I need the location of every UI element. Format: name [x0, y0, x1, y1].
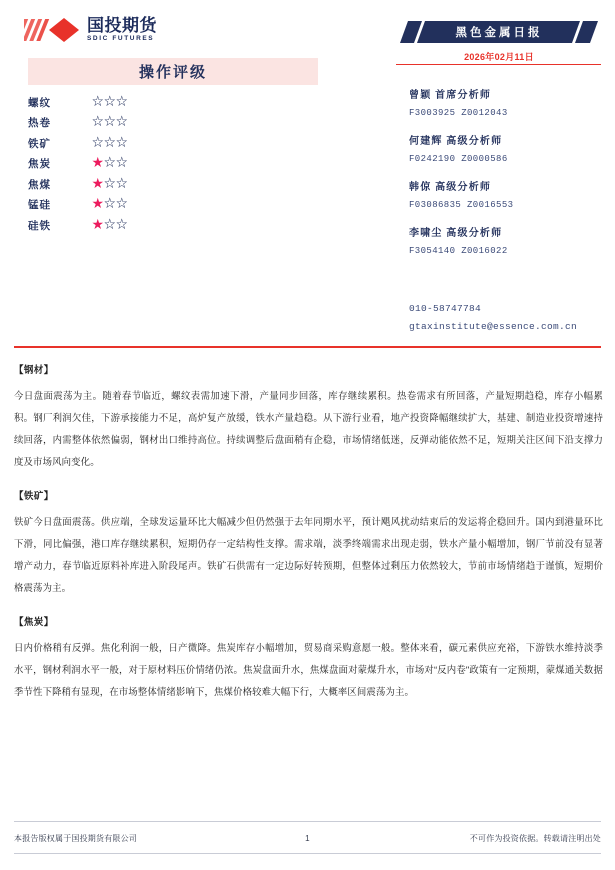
rating-commodity-name: 螺纹	[28, 97, 51, 109]
analyst-license-codes: F03086835 Z0016553	[409, 200, 514, 210]
rating-stars	[92, 220, 128, 232]
footer-page-number: 1	[305, 834, 310, 843]
report-title: 黑色金属日报	[455, 27, 543, 39]
report-date: 2026年02月11日	[464, 52, 534, 62]
footer-copyright: 本报告版权属于国投期货有限公司	[14, 834, 137, 843]
footer-divider-bottom	[14, 853, 601, 854]
star-empty-icon: ☆	[104, 198, 116, 210]
rating-row	[28, 195, 318, 216]
section-heading: 【焦炭】	[14, 617, 54, 628]
report-body	[14, 362, 603, 718]
star-empty-icon: ☆	[104, 177, 116, 190]
rating-stars	[92, 138, 128, 150]
logo-name-en: SDIC FUTURES	[87, 35, 155, 43]
star-empty-icon: ☆	[104, 157, 116, 169]
footer-disclaimer: 不可作为投资依据。转载请注明出处	[469, 834, 601, 843]
section-heading: 【铁矿】	[14, 491, 54, 502]
analyst-license-codes: F3054140 Z0016022	[409, 246, 508, 256]
star-filled-icon: ★	[92, 218, 104, 231]
logo-name-cn: 国投期货	[87, 16, 157, 36]
section-body-text: 日内价格稍有反弹。焦化利润一般，日产微降。焦炭库存小幅增加，贸易商采购意愿一般。整体来看，碳元素供应充裕，下游铁水维持淡季水平，钢材利润水平一般，对于原材料压价情绪仍浓。焦炭盘面升水，焦煤盘面对蒙煤升水，市场对“反内卷"政策有一定预期，蒙煤通关数据季节性下降稍有显现，在市场整体情绪影响下，焦煤价格较难大幅下行，大概率区间震荡为主。	[14, 642, 603, 697]
rating-commodity-name: 焦炭	[28, 159, 51, 171]
rating-stars	[92, 117, 128, 129]
star-empty-icon: ☆	[92, 116, 104, 128]
report-title-banner	[404, 21, 594, 43]
star-empty-icon: ☆	[104, 218, 116, 231]
star-empty-icon: ☆	[92, 136, 104, 149]
rating-row	[28, 133, 318, 154]
analyst-license-codes: F0242190 Z0000586	[409, 154, 508, 164]
report-header	[0, 0, 615, 345]
analyst-list	[409, 86, 609, 270]
star-filled-icon: ★	[92, 157, 104, 169]
star-empty-icon: ☆	[116, 116, 128, 128]
footer-divider-top	[14, 821, 601, 822]
rating-row	[28, 113, 318, 134]
report-section	[14, 488, 603, 599]
star-empty-icon: ☆	[116, 177, 128, 190]
star-empty-icon: ☆	[116, 198, 128, 210]
report-footer	[14, 833, 601, 844]
star-empty-icon: ☆	[104, 95, 116, 108]
analyst-name: 韩倞 高级分析师	[409, 182, 492, 193]
star-empty-icon: ☆	[116, 157, 128, 169]
star-filled-icon: ★	[92, 198, 104, 210]
rating-commodity-name: 锰硅	[28, 200, 51, 212]
sdic-diamond-logo-icon	[24, 17, 82, 43]
date-divider	[396, 64, 601, 65]
star-empty-icon: ☆	[104, 136, 116, 149]
header-divider	[14, 346, 601, 348]
rating-row	[28, 154, 318, 175]
analyst-name: 何建辉 高级分析师	[409, 136, 503, 147]
rating-row	[28, 174, 318, 195]
company-logo	[24, 17, 157, 43]
rating-panel-title: 操作评级	[138, 65, 207, 81]
rating-panel-header	[28, 58, 318, 85]
report-section	[14, 362, 603, 473]
contact-block	[409, 303, 614, 339]
star-empty-icon: ☆	[116, 136, 128, 149]
star-filled-icon: ★	[92, 177, 104, 190]
rating-stars	[92, 179, 128, 191]
rating-row	[28, 92, 318, 113]
analyst-name: 李啸尘 高级分析师	[409, 228, 503, 239]
section-body-text: 铁矿今日盘面震荡。供应端，全球发运量环比大幅减少但仍然强于去年同期水平，预计飓风扰动结束后的发运将企稳回升。国内到港量环比下滑，同比偏强，港口库存继续累积，短期仍存一定结构性支撑。需求端，淡季终端需求出现走弱，铁水产量小幅增加，钢厂节前没有显著增产动力，春节临近原料补库进入阶段尾声。铁矿石供需有一定边际好转预期，但整体过剩压力依然较大，节前市场情绪趋于谨慎，短期价格震荡为主。	[14, 516, 603, 593]
rating-commodity-name: 焦煤	[28, 179, 51, 191]
rating-list	[28, 92, 318, 236]
rating-commodity-name: 热卷	[28, 118, 51, 130]
contact-phone: 010-58747784	[409, 303, 482, 314]
rating-row	[28, 215, 318, 236]
star-empty-icon: ☆	[116, 218, 128, 231]
contact-email[interactable]: gtaxinstitute@essence.com.cn	[409, 321, 578, 332]
report-section	[14, 614, 603, 703]
logo-wordmark	[87, 17, 157, 43]
rating-stars	[92, 97, 128, 109]
rating-stars	[92, 158, 128, 170]
section-heading: 【钢材】	[14, 365, 54, 376]
star-empty-icon: ☆	[92, 95, 104, 108]
rating-commodity-name: 硅铁	[28, 220, 51, 232]
analyst-license-codes: F3003925 Z0012043	[409, 108, 508, 118]
rating-commodity-name: 铁矿	[28, 138, 51, 150]
analyst-name: 曾颖 首席分析师	[409, 90, 492, 101]
rating-stars	[92, 199, 128, 211]
star-empty-icon: ☆	[116, 95, 128, 108]
section-body-text: 今日盘面震荡为主。随着春节临近，螺纹表需加速下滑，产量同步回落，库存继续累积。热卷需求有所回落，产量短期趋稳，库存小幅累积。钢厂利润欠佳，下游承接能力不足，高炉复产放缓，铁水产量趋稳。从下游行业看，地产投资降幅继续扩大，基建、制造业投资增速持续回落，内需整体依然偏弱，钢材出口维持高位。持续调整后盘面稍有企稳，市场情绪低迷，反弹动能依然不足，短期关注区间下沿支撑力度及市场风向变化。	[14, 390, 603, 467]
star-empty-icon: ☆	[104, 116, 116, 128]
